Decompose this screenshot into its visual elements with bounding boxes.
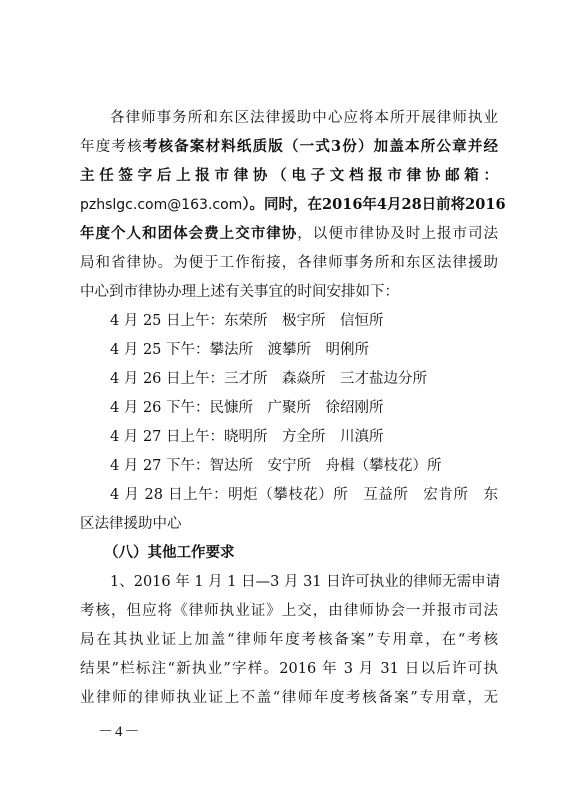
text-span: 4 月 28 日上午：明炬（攀枝花）所 互益所 宏肯所 东 [110, 487, 498, 503]
paragraph-1-line-1 [110, 108, 498, 128]
schedule-item-continuation: 区法律援助中心 [80, 516, 182, 532]
text-span: 结果”栏标注“新执业”字样。2016 年 3 月 31 日以后许可执 [80, 661, 498, 677]
text-span: 年度考核 [80, 139, 143, 155]
text-span: 中心到市律协办理上述有关事宜的时间安排如下： [80, 284, 399, 300]
schedule-item [110, 485, 498, 505]
paragraph-2-line-4 [80, 659, 498, 679]
bold-text-span: 年度个人和团体会费上交市律协 [80, 225, 298, 242]
paragraph-1-line-5 [80, 224, 498, 244]
page-number: －4－ [98, 724, 142, 740]
bold-text-span: ）。同时，在2016年4月28日前将2016 [242, 196, 506, 213]
paragraph-2-line-3 [80, 630, 498, 650]
section-heading: （八）其他工作要求 [104, 544, 235, 561]
paragraph-1-line-2 [80, 137, 498, 157]
text-span: 考核，但应将《律师执业证》上交，由律师协会一并报市司法 [80, 603, 498, 619]
paragraph-1-line-4 [80, 195, 506, 215]
bold-text-span: 考核备案材料纸质版（一式3份）加盖本所公章并经 [142, 138, 499, 155]
text-span: 业律师的律师执业证上不盖“律师年度考核备案”专用章，无 [80, 690, 498, 706]
schedule-item: 4 月 26 日上午：三才所 森焱所 三才盐边分所 [110, 371, 428, 387]
text-span: 1、2016 年 1 月 1 日—3 月 31 日许可执业的律师无需申请 [110, 574, 501, 590]
schedule-item: 4 月 27 下午：智达所 安宁所 舟楫（攀枝花）所 [110, 458, 442, 474]
text-span: 局和省律协。为便于工作衔接，各律师事务所和东区法律援助 [80, 255, 498, 271]
paragraph-2-line-2 [80, 601, 498, 621]
schedule-item: 4 月 25 日上午：东荣所 极宇所 信恒所 [110, 313, 384, 329]
paragraph-1-line-7 [80, 282, 399, 302]
bold-text-span: 主任签字后上报市律协（电子文档报市律协邮箱： [80, 167, 498, 184]
paragraph-2-line-1 [110, 572, 501, 592]
text-span: 局在其执业证上加盖“律师年度考核备案”专用章，在“考核 [80, 632, 498, 648]
schedule-item: 4 月 25 下午：攀法所 渡攀所 明俐所 [110, 342, 370, 358]
paragraph-1-line-6 [80, 253, 498, 273]
schedule-item: 4 月 27 日上午：晓明所 方全所 川滇所 [110, 429, 384, 445]
paragraph-1-line-3 [80, 166, 498, 186]
paragraph-2-line-5 [80, 688, 498, 708]
schedule-item: 4 月 26 下午：民慷所 广聚所 徐绍刚所 [110, 400, 384, 416]
email-address: pzhslgc.com@163.com [80, 197, 243, 213]
text-span: ，以便市律协及时上报市司法 [297, 226, 499, 242]
text-span: 各律师事务所和东区法律援助中心应将本所开展律师执业 [110, 110, 498, 126]
